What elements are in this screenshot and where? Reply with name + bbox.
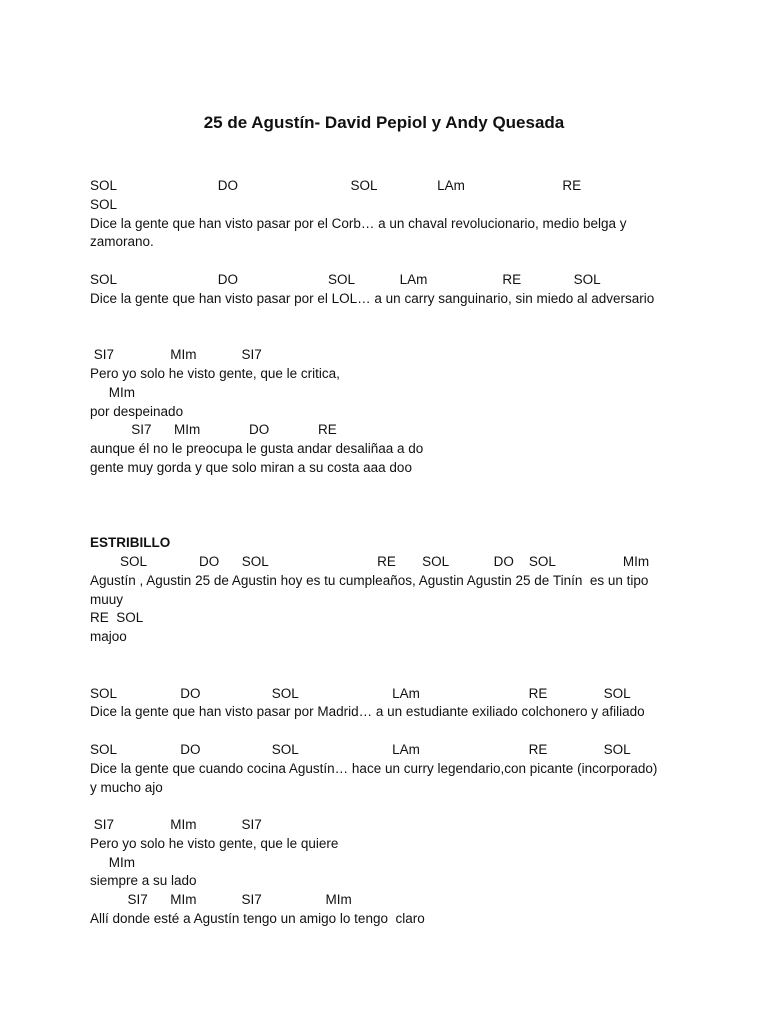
lyric-line: SOL DO SOL RE SOL DO SOL MIm xyxy=(90,553,650,569)
lyric-line: aunque él no le preocupa le gusta andar desaliñaa a do xyxy=(90,441,424,457)
blank-line xyxy=(90,647,690,666)
lyric-line: Agustín , Agustin 25 de Agustin hoy es tu cumpleaños, Agustin Agustin 25 de Tinín es un tipo xyxy=(90,572,649,588)
lyric-line: MIm xyxy=(90,384,135,400)
lyric-line: gente muy gorda y que solo miran a su costa aaa doo xyxy=(90,459,412,475)
lyric-line: SI7 MIm DO RE xyxy=(90,422,337,438)
lyric-line: siempre a su lado xyxy=(90,873,197,889)
chord-line: SOL xyxy=(90,196,118,212)
lyric-line: Pero yo solo he visto gente, que le quiere xyxy=(90,835,339,851)
lyric-line: Dice la gente que han visto pasar por el LOL… a un carry sanguinario, sin miedo al adversario xyxy=(90,290,655,306)
blank-line xyxy=(90,497,690,516)
blank-line xyxy=(90,309,690,328)
lyric-line: por despeinado xyxy=(90,403,184,419)
chord-line: RE SOL xyxy=(90,610,144,626)
lyric-line: MIm xyxy=(90,854,135,870)
lyric-line: SI7 MIm SI7 xyxy=(90,817,262,833)
blank-line xyxy=(90,722,690,741)
lyric-line: SOL DO SOL LAm RE SOL xyxy=(90,271,601,287)
blank-line xyxy=(90,252,690,271)
blank-line xyxy=(90,666,690,685)
lyric-line: Pero yo solo he visto gente, que le critica, xyxy=(90,365,340,381)
lyric-line: SOL DO SOL LAm RE SOL xyxy=(90,741,631,757)
blank-line xyxy=(90,478,690,497)
section-heading: ESTRIBILLO xyxy=(90,535,171,551)
blank-line xyxy=(90,515,690,534)
blank-line xyxy=(90,797,690,816)
lyric-line: Dice la gente que han visto pasar por el Corb… a un chaval revolucionario, medio belga y xyxy=(90,215,627,231)
lyric-line: SI7 MIm SI7 xyxy=(90,347,262,363)
lyric-line: SI7 MIm SI7 MIm xyxy=(90,892,352,908)
lyric-line: Allí donde esté a Agustín tengo un amigo lo tengo claro xyxy=(90,911,425,927)
lyric-line: y mucho ajo xyxy=(90,779,163,795)
lyric-line: muuy xyxy=(90,591,124,607)
lyric-line: majoo xyxy=(90,629,127,645)
lyric-line: zamorano. xyxy=(90,234,154,250)
lyric-line: Dice la gente que cuando cocina Agustín… hace un curry legendario,con picante (incorporado) xyxy=(90,760,658,776)
page-title: 25 de Agustín- David Pepiol y Andy Quesada xyxy=(203,113,565,132)
lyric-line: SOL DO SOL LAm RE xyxy=(90,178,582,193)
blank-line xyxy=(90,327,690,346)
lyrics-body xyxy=(90,177,690,929)
lyric-line: SOL DO SOL LAm RE SOL xyxy=(90,685,631,701)
lyric-line: Dice la gente que han visto pasar por Madrid… a un estudiante exiliado colchonero y afiliado xyxy=(90,704,645,720)
